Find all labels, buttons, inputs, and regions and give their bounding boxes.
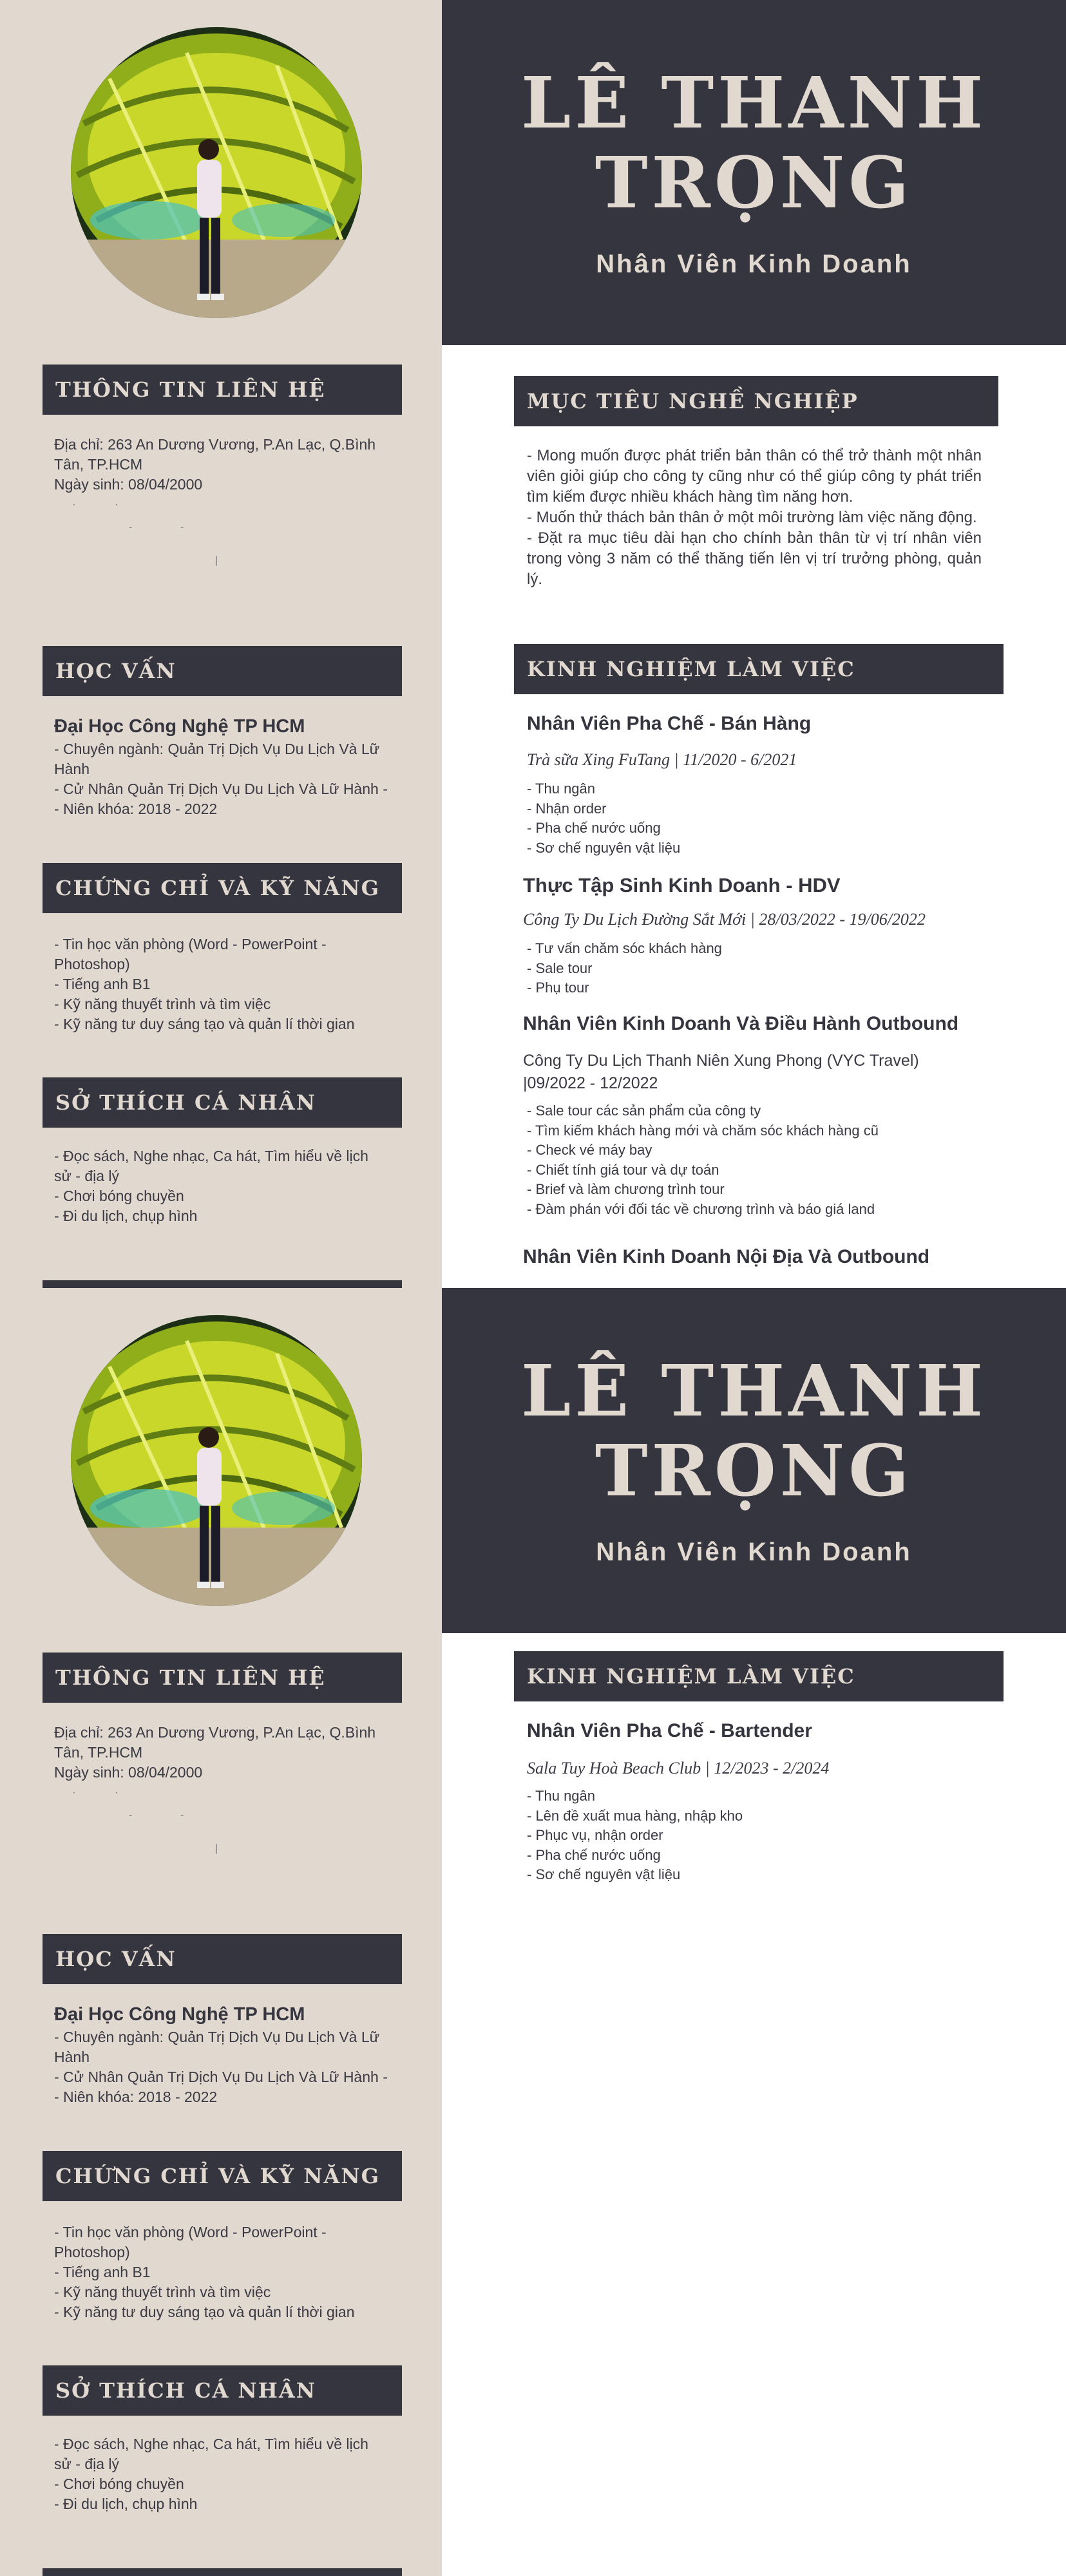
job-period: |09/2022 - 12/2022 [523, 1074, 658, 1092]
faint-mark: · [72, 1787, 77, 1798]
job-duties [527, 1101, 879, 1219]
experience-heading: KINH NGHIỆM LÀM VIỆC [514, 644, 1004, 694]
duty-item: - Chiết tính giá tour và dự toán [527, 1161, 719, 1178]
job-duties [527, 1786, 743, 1885]
skill-item: - Kỹ năng tư duy sáng tạo và quản lí thời gian [54, 1016, 355, 1032]
objective-item: - Muốn thử thách bản thân ở một môi trường làm việc năng động. [527, 509, 977, 526]
duty-item: - Tìm kiếm khách hàng mới và chăm sóc khách hàng cũ [527, 1122, 879, 1139]
education-block [54, 714, 389, 819]
faint-mark: · [115, 1787, 120, 1798]
hobbies-list [54, 2434, 389, 2514]
duty-item: - Brief và làm chương trình tour [527, 1181, 725, 1197]
hobbies-heading: SỞ THÍCH CÁ NHÂN [43, 2365, 402, 2416]
skill-item: - Tin học văn phòng (Word - PowerPoint - Photoshop) [54, 936, 327, 972]
duty-item: - Sale tour các sản phẩm của công ty [527, 1103, 761, 1119]
education-line: - Niên khóa: 2018 - 2022 [54, 800, 218, 817]
skill-item: - Tiếng anh B1 [54, 976, 151, 992]
contact-info [54, 435, 389, 495]
objective-item: - Đặt ra mục tiêu dài hạn cho chính bản thân từ vị trí nhân viên trong vòng 3 năm có thể thăng tiến lên vị trí trưởng phòng, quản lý. [527, 529, 982, 588]
job-company: Trà sữa Xing FuTang | 11/2020 - 6/2021 [527, 750, 797, 769]
profile-photo-image [71, 1315, 362, 1606]
contact-heading: THÔNG TIN LIÊN HỆ [43, 365, 402, 415]
contact-birthday: Ngày sinh: 08/04/2000 [54, 476, 203, 493]
duty-item: - Thu ngân [527, 781, 596, 797]
job-duties [527, 939, 722, 998]
education-heading: HỌC VẤN [43, 646, 402, 696]
candidate-role: Nhân Viên Kinh Doanh [596, 250, 912, 278]
job-title: Nhân Viên Kinh Doanh Nội Địa Và Outbound [523, 1246, 930, 1267]
faint-mark: - [180, 1810, 186, 1821]
hobby-item: - Đi du lịch, chụp hình [54, 1208, 198, 1224]
hobbies-heading: SỞ THÍCH CÁ NHÂN [43, 1077, 402, 1128]
duty-item: - Tư vấn chăm sóc khách hàng [527, 940, 722, 956]
faint-mark: | [215, 1843, 220, 1854]
faint-mark: - [180, 522, 186, 533]
cv-page-2 [0, 1288, 1066, 2576]
duty-item: - Sale tour [527, 960, 593, 976]
education-school: Đại Học Công Nghệ TP HCM [54, 716, 305, 737]
education-heading: HỌC VẤN [43, 1934, 402, 1984]
faint-mark: - [129, 522, 134, 533]
experience-heading: KINH NGHIỆM LÀM VIỆC [514, 1651, 1004, 1701]
duty-item: - Đàm phán với đối tác về chương trình và báo giá land [527, 1200, 875, 1217]
objective-heading: MỤC TIÊU NGHỀ NGHIỆP [514, 376, 998, 426]
duty-item: - Pha chế nước uống [527, 820, 661, 836]
contact-address: Địa chỉ: 263 An Dương Vương, P.An Lạc, Q.Bình Tân, TP.HCM [54, 436, 376, 473]
skill-item: - Kỹ năng tư duy sáng tạo và quản lí thời gian [54, 2304, 355, 2320]
hobby-item: - Chơi bóng chuyền [54, 2476, 184, 2492]
duty-item: - Phục vụ, nhận order [527, 1827, 663, 1843]
skill-item: - Tiếng anh B1 [54, 2264, 151, 2280]
skill-item: - Kỹ năng thuyết trình và tìm việc [54, 996, 271, 1012]
duty-item: - Sơ chế nguyên vật liệu [527, 839, 681, 856]
job-company: Công Ty Du Lịch Đường Sắt Mới | 28/03/2022 - 19/06/2022 [523, 910, 926, 929]
skills-heading: CHỨNG CHỈ VÀ KỸ NĂNG [43, 2151, 402, 2201]
duty-item: - Nhận order [527, 800, 607, 817]
duty-item: - Thu ngân [527, 1788, 596, 1804]
education-line: - Cử Nhân Quản Trị Dịch Vụ Du Lịch Và Lữ Hành - [54, 2069, 388, 2085]
job-title: Nhân Viên Kinh Doanh Và Điều Hành Outbound [523, 1013, 959, 1034]
contact-birthday: Ngày sinh: 08/04/2000 [54, 1764, 203, 1781]
hobby-item: - Chơi bóng chuyền [54, 1188, 184, 1204]
job-title: Nhân Viên Pha Chế - Bán Hàng [527, 713, 812, 734]
skills-list [54, 934, 389, 1034]
duty-item: - Phụ tour [527, 980, 589, 996]
contact-address: Địa chỉ: 263 An Dương Vương, P.An Lạc, Q.Bình Tân, TP.HCM [54, 1724, 376, 1761]
section-divider [43, 1280, 402, 1288]
job-company: Sala Tuy Hoà Beach Club | 12/2023 - 2/2024 [527, 1759, 830, 1777]
job-company: Công Ty Du Lịch Thanh Niên Xung Phong (VYC Travel) [523, 1052, 919, 1070]
contact-heading: THÔNG TIN LIÊN HỆ [43, 1653, 402, 1703]
candidate-name: LÊ THANH TRỌNG [520, 1349, 987, 1512]
skill-item: - Tin học văn phòng (Word - PowerPoint - Photoshop) [54, 2224, 327, 2260]
profile-photo [71, 1315, 362, 1606]
education-block [54, 2002, 389, 2107]
education-line: - Chuyên ngành: Quản Trị Dịch Vụ Du Lịch Và Lữ Hành [54, 741, 380, 777]
contact-info [54, 1723, 389, 1783]
candidate-role: Nhân Viên Kinh Doanh [596, 1538, 912, 1566]
objective-text [527, 446, 982, 590]
faint-mark: | [215, 555, 220, 566]
duty-item: - Sơ chế nguyên vật liệu [527, 1866, 681, 1882]
faint-mark: - [129, 1810, 134, 1821]
hobby-item: - Đi du lịch, chụp hình [54, 2496, 198, 2512]
education-school: Đại Học Công Nghệ TP HCM [54, 2004, 305, 2025]
skills-list [54, 2222, 389, 2322]
section-divider [43, 2568, 402, 2576]
faint-mark: · [115, 499, 120, 510]
duty-item: - Check vé máy bay [527, 1142, 652, 1158]
skills-heading: CHỨNG CHỈ VÀ KỸ NĂNG [43, 863, 402, 913]
job-title: Nhân Viên Pha Chế - Bartender [527, 1720, 812, 1741]
education-line: - Chuyên ngành: Quản Trị Dịch Vụ Du Lịch Và Lữ Hành [54, 2029, 380, 2065]
objective-item: - Mong muốn được phát triển bản thân có thể trở thành một nhân viên giỏi giúp cho công ty cũng như có thể giúp công ty phát triển tìm kiếm được nhiều khách hàng tìm năng hơn. [527, 447, 982, 506]
education-line: - Niên khóa: 2018 - 2022 [54, 2088, 218, 2105]
profile-photo [71, 27, 362, 318]
duty-item: - Lên đề xuất mua hàng, nhập kho [527, 1807, 743, 1824]
job-duties [527, 779, 680, 858]
skill-item: - Kỹ năng thuyết trình và tìm việc [54, 2284, 271, 2300]
hobby-item: - Đọc sách, Nghe nhạc, Ca hát, Tìm hiểu về lịch sử - địa lý [54, 2436, 368, 2472]
hobbies-list [54, 1146, 389, 1226]
candidate-name: LÊ THANH TRỌNG [520, 61, 987, 224]
job-title: Thực Tập Sinh Kinh Doanh - HDV [523, 874, 841, 896]
duty-item: - Pha chế nước uống [527, 1846, 661, 1863]
profile-photo-image [71, 27, 362, 318]
hobby-item: - Đọc sách, Nghe nhạc, Ca hát, Tìm hiểu về lịch sử - địa lý [54, 1148, 368, 1184]
faint-mark: · [72, 499, 77, 510]
education-line: - Cử Nhân Quản Trị Dịch Vụ Du Lịch Và Lữ Hành - [54, 781, 388, 797]
